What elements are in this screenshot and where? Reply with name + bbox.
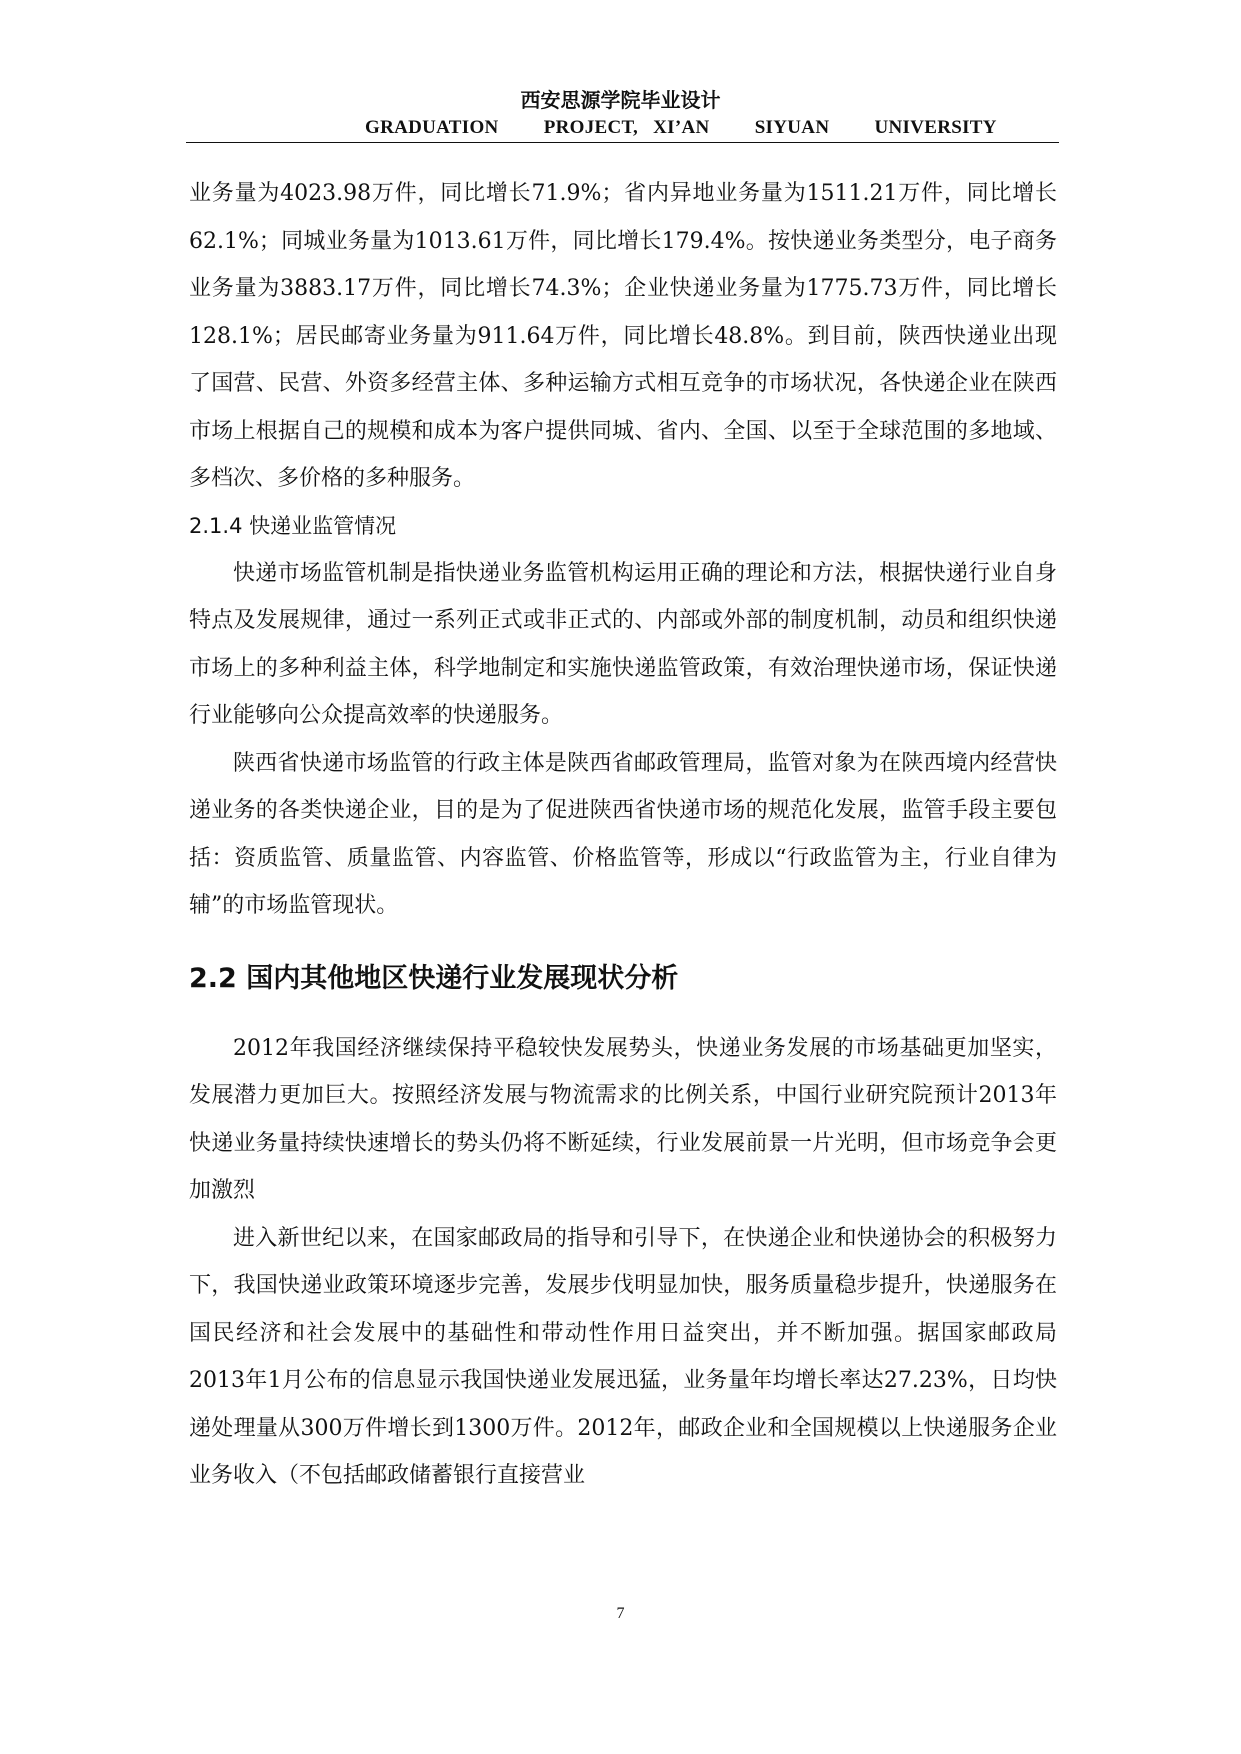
- document-body: [189, 170, 1057, 1500]
- page-number: 7: [616, 1605, 625, 1622]
- paragraph-supervision-mechanism: 快递市场监管机制是指快递业务监管机构运用正确的理论和方法，根据快递行业自身特点及发展规律，通过一系列正式或非正式的、内部或外部的制度机制，动员和组织快递市场上的多种利益主体，科学地制定和实施快递监管政策，有效治理快递市场，保证快递行业能够向公众提高效率的快递服务。: [189, 560, 1057, 728]
- paragraph-shaanxi-supervision: 陕西省快递市场监管的行政主体是陕西省邮政管理局，监管对象为在陕西境内经营快递业务的各类快递企业，目的是为了促进陕西省快递市场的规范化发展，监管手段主要包括：资质监管、质量监管、内容监管、价格监管等，形成以“行政监管为主，行业自律为辅”的市场监管现状。: [189, 750, 1057, 918]
- subsection-heading-2-1-4: 2.1.4 快递业监管情况: [189, 513, 397, 538]
- header-title-cn: 西安思源学院毕业设计: [520, 88, 721, 112]
- paragraph-new-century: 进入新世纪以来，在国家邮政局的指导和引导下，在快递企业和快递协会的积极努力下，我国快递业政策环境逐步完善，发展步伐明显加快，服务质量稳步提升，快递服务在国民经济和社会发展中的基础性和带动性作用日益突出，并不断加强。据国家邮政局2013年1月公布的信息显示我国快递业发展迅猛，业务量年均增长率达27.23%，日均快递处理量从300万件增长到1300万件。2012年，邮政企业和全国规模以上快递服务企业业务收入（不包括邮政储蓄银行直接营业: [189, 1225, 1057, 1488]
- header-divider: [186, 142, 1059, 143]
- paragraph-2012-economy: 2012年我国经济继续保持平稳较快发展势头，快递业务发展的市场基础更加坚实，发展潜力更加巨大。按照经济发展与物流需求的比例关系，中国行业研究院预计2013年快递业务量持续快速增长的势头仍将不断延续，行业发展前景一片光明，但市场竞争会更加激烈: [189, 1035, 1057, 1203]
- page-header: [0, 0, 1241, 145]
- header-title-en: GRADUATION PROJECT, XI’AN SIYUAN UNIVERSITY: [365, 117, 997, 138]
- paragraph-business-volume: 业务量为4023.98万件，同比增长71.9%；省内异地业务量为1511.21万件，同比增长62.1%；同城业务量为1013.61万件，同比增长179.4%。按快递业务类型分，电子商务业务量为3883.17万件，同比增长74.3%；企业快递业务量为1775.73万件，同比增长128.1%；居民邮寄业务量为911.64万件，同比增长48.8%。到目前，陕西快递业出现了国营、民营、外资多经营主体、多种运输方式相互竞争的市场状况，各快递企业在陕西市场上根据自己的规模和成本为客户提供同城、省内、全国、以至于全球范围的多地域、多档次、多价格的多种服务。: [189, 181, 1057, 491]
- section-heading-2-2: 2.2 国内其他地区快递行业发展现状分析: [189, 962, 679, 994]
